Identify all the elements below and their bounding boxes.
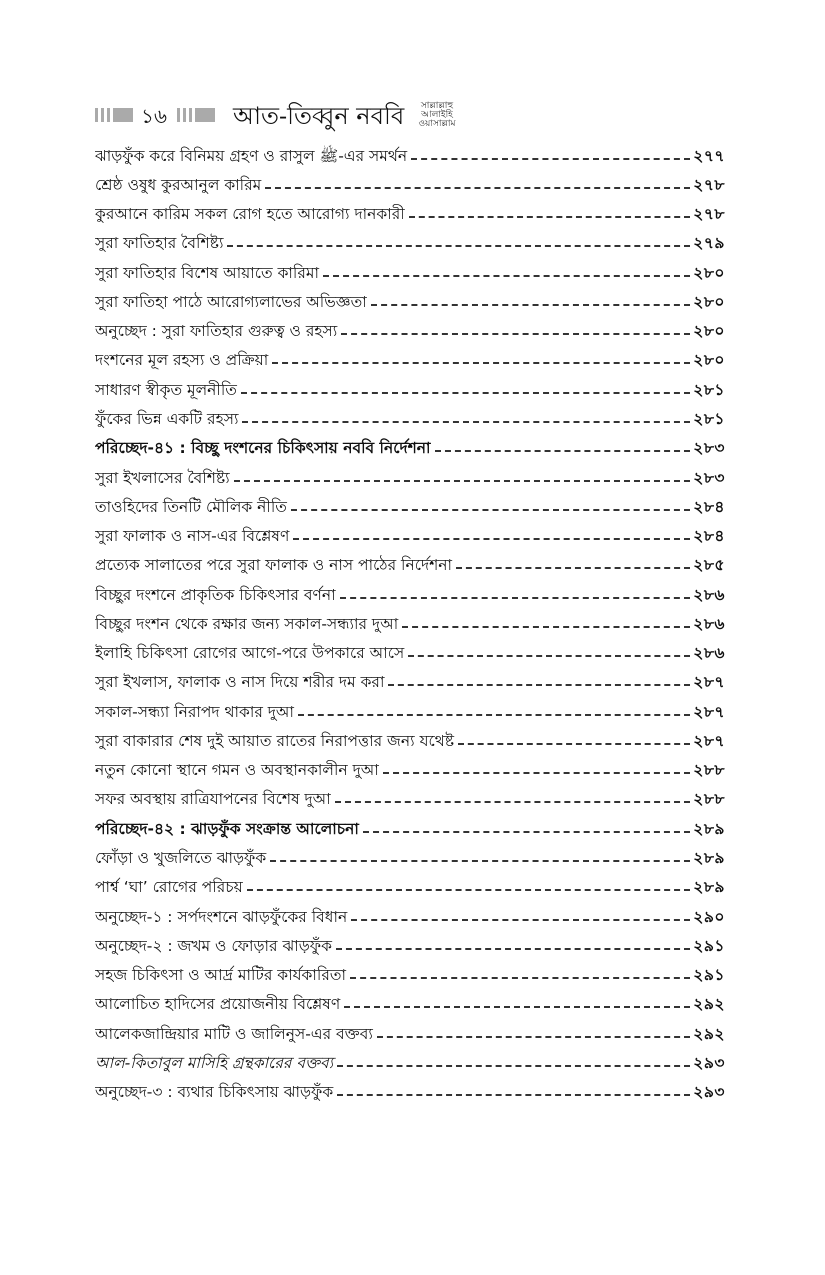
toc-entry-page: ২৮৯	[693, 819, 725, 838]
toc-entry-title: তাওহিদের তিনটি মৌলিক নীতি	[95, 497, 287, 516]
toc-entry-title: পার্শ্ব ‘ঘা’ রোগের পরিচয়	[95, 878, 243, 897]
dot-leader	[458, 743, 690, 745]
header-decoration-right	[177, 108, 218, 122]
toc-entry-page: ২৮৪	[693, 497, 725, 516]
toc-entry-title: সুরা বাকারার শেষ দুই আয়াত রাতের নিরাপত্তার জন্য যথেষ্ট	[95, 731, 455, 750]
toc-entry-page: ২৮৯	[693, 878, 725, 897]
toc-entry-page: ২৭৮	[693, 205, 725, 224]
toc-entry-title: অনুচ্ছেদ-২ : জখম ও ফোড়ার ঝাড়ফুঁক	[95, 936, 332, 955]
toc-entry	[95, 932, 725, 961]
toc-entry	[95, 727, 725, 756]
dot-leader	[293, 538, 690, 540]
toc-entry-title: পরিচ্ছেদ-৪২ : ঝাড়ফুঁক সংক্রান্ত আলোচনা	[95, 819, 359, 838]
toc-entry-page: ২৯৩	[693, 1053, 725, 1072]
toc-entry-page: ২৮১	[693, 380, 725, 399]
toc-chapter-entry	[95, 815, 725, 844]
honorific-line: আলাইহি	[421, 110, 453, 120]
dot-leader	[337, 1094, 690, 1096]
toc-entry	[95, 288, 725, 317]
toc-entry-page: ২৮৭	[693, 731, 725, 750]
dot-leader	[265, 187, 690, 189]
dot-leader	[298, 714, 690, 716]
dot-leader	[270, 860, 690, 862]
header-decoration-left	[95, 108, 136, 122]
toc-entry	[95, 874, 725, 903]
toc-entry	[95, 961, 725, 990]
page-number: ১৬	[141, 104, 167, 128]
toc-entry	[95, 493, 725, 522]
toc-entry-title: পরিচ্ছেদ-৪১ : বিচ্ছু দংশনের চিকিৎসায় নববি নির্দেশনা	[95, 439, 431, 458]
toc-entry	[95, 844, 725, 873]
toc-entry-title: বিচ্ছুর দংশন থেকে রক্ষার জন্য সকাল-সন্ধ্যার দুআ	[95, 614, 399, 633]
toc-entry-title: দংশনের মূল রহস্য ও প্রক্রিয়া	[95, 351, 269, 370]
toc-entry	[95, 552, 725, 581]
toc-entry	[95, 142, 725, 171]
toc-entry-page: ২৮১	[693, 410, 725, 429]
toc-entry-title: সুরা ফাতিহার বৈশিষ্ট্য	[95, 234, 224, 253]
toc-entry	[95, 1049, 725, 1078]
dot-leader	[351, 919, 690, 921]
toc-entry-page: ২৮৬	[693, 644, 725, 663]
dot-leader	[336, 948, 690, 950]
toc-entry-title: সুরা ফাতিহা পাঠে আরোগ্যলাভের অভিজ্ঞতা	[95, 292, 367, 311]
toc-entry-page: ২৮০	[693, 322, 725, 341]
toc-chapter-entry	[95, 435, 725, 464]
toc-entry-title: ইলাহি চিকিৎসা রোগের আগে-পরে উপকারে আসে	[95, 644, 405, 663]
dot-leader	[241, 392, 690, 394]
toc-entry-page: ২৮৪	[693, 527, 725, 546]
toc-entry-title: ফুঁকের ভিন্ন একটি রহস্য	[95, 410, 239, 429]
toc-entry-title: অনুচ্ছেদ : সুরা ফাতিহার গুরুত্ব ও রহস্য	[95, 322, 338, 341]
dot-leader	[402, 626, 690, 628]
toc-entry-title: নতুন কোনো স্থানে গমন ও অবস্থানকালীন দুআ	[95, 761, 379, 780]
toc-entry-page: ২৯২	[693, 1024, 725, 1043]
toc-entry-title: সফর অবস্থায় রাত্রিযাপনের বিশেষ দুআ	[95, 790, 331, 809]
dot-leader	[337, 1065, 690, 1067]
toc-entry	[95, 230, 725, 259]
toc-entry-title: ঝাড়ফুঁক করে বিনিময় গ্রহণ ও রাসুল ﷺ-এর সমর্থন	[95, 146, 408, 165]
dot-leader	[363, 831, 690, 833]
dot-leader	[383, 772, 690, 774]
toc-entry-page: ২৮৮	[693, 761, 725, 780]
toc-entry	[95, 318, 725, 347]
toc-entry	[95, 1079, 725, 1108]
toc-entry	[95, 405, 725, 434]
toc-entry	[95, 786, 725, 815]
dot-leader	[242, 421, 690, 423]
toc-entry	[95, 991, 725, 1020]
toc-entry-title: কুরআনে কারিম সকল রোগ হতে আরোগ্য দানকারী	[95, 205, 405, 224]
toc-entry	[95, 522, 725, 551]
toc-entry	[95, 347, 725, 376]
dot-leader	[335, 801, 691, 803]
honorific-line: ওয়াসাল্লাম	[418, 119, 456, 129]
toc-entry-title: সকাল-সন্ধ্যা নিরাপদ থাকার দুআ	[95, 702, 294, 721]
dot-leader	[234, 480, 691, 482]
toc-entry-page: ২৯৩	[693, 1083, 725, 1102]
toc-entry-title: সহজ চিকিৎসা ও আর্দ্র মাটির কার্যকারিতা	[95, 966, 346, 985]
toc-entry-page: ২৮০	[693, 292, 725, 311]
toc-entry-title: আল-কিতাবুল মাসিহি গ্রন্থকারের বক্তব্য	[95, 1053, 334, 1072]
dot-leader	[408, 655, 690, 657]
toc-entry	[95, 610, 725, 639]
toc-entry-title: অনুচ্ছেদ-৩ : ব্যথার চিকিৎসায় ঝাড়ফুঁক	[95, 1083, 334, 1102]
toc-entry-page: ২৮৭	[693, 673, 725, 692]
running-header	[95, 96, 735, 136]
dot-leader	[247, 889, 691, 891]
table-of-contents	[95, 142, 725, 1108]
toc-entry	[95, 1020, 725, 1049]
toc-entry-page: ২৭৯	[693, 234, 725, 253]
toc-entry-page: ২৯১	[693, 966, 725, 985]
toc-entry-page: ২৮৩	[693, 468, 725, 487]
toc-entry-title: সুরা ফাতিহার বিশেষ আয়াতে কারিমা	[95, 263, 319, 282]
dot-leader	[227, 245, 690, 247]
toc-entry-page: ২৮৩	[693, 439, 725, 458]
toc-entry-title: সুরা ইখলাস, ফালাক ও নাস দিয়ে শরীর দম করা	[95, 673, 385, 692]
toc-entry-page: ২৯১	[693, 936, 725, 955]
toc-entry	[95, 201, 725, 230]
toc-entry-page: ২৮৭	[693, 702, 725, 721]
toc-entry	[95, 757, 725, 786]
toc-entry	[95, 669, 725, 698]
toc-entry-page: ২৮৬	[693, 614, 725, 633]
toc-entry	[95, 259, 725, 288]
dot-leader	[323, 275, 690, 277]
dot-leader	[350, 977, 690, 979]
toc-entry-title: সুরা ইখলাসের বৈশিষ্ট্য	[95, 468, 230, 487]
book-title: আত-তিব্বুন নববি	[233, 102, 405, 130]
dot-leader	[291, 509, 690, 511]
toc-entry-page: ২৮৮	[693, 790, 725, 809]
dot-leader	[341, 333, 690, 335]
toc-entry	[95, 698, 725, 727]
dot-leader	[340, 597, 691, 599]
toc-entry	[95, 903, 725, 932]
toc-entry	[95, 171, 725, 200]
toc-entry-title: আলেকজান্দ্রিয়ার মাটি ও জালিনুস-এর বক্তব্য	[95, 1024, 373, 1043]
toc-entry-title: প্রত্যেক সালাতের পরে সুরা ফালাক ও নাস পাঠের নির্দেশনা	[95, 556, 453, 575]
toc-entry-title: বিচ্ছুর দংশনে প্রাকৃতিক চিকিৎসার বর্ণনা	[95, 585, 336, 604]
dot-leader	[388, 684, 690, 686]
dot-leader	[377, 1036, 690, 1038]
toc-entry-title: অনুচ্ছেদ-১ : সর্পদংশনে ঝাড়ফুঁকের বিধান	[95, 907, 348, 926]
toc-entry	[95, 640, 725, 669]
toc-entry-page: ২৮৬	[693, 585, 725, 604]
toc-entry	[95, 464, 725, 493]
toc-entry-page: ২৯০	[693, 907, 725, 926]
dot-leader	[272, 362, 690, 364]
toc-entry-page: ২৮০	[693, 351, 725, 370]
toc-entry-title: সুরা ফালাক ও নাস-এর বিশ্লেষণ	[95, 527, 290, 546]
toc-entry	[95, 581, 725, 610]
toc-entry-page: ২৮০	[693, 263, 725, 282]
toc-entry-title: আলোচিত হাদিসের প্রয়োজনীয় বিশ্লেষণ	[95, 995, 341, 1014]
toc-entry-page: ২৮৫	[693, 556, 725, 575]
toc-entry-title: শ্রেষ্ঠ ওষুধ কুরআনুল কারিম	[95, 175, 262, 194]
dot-leader	[435, 450, 691, 452]
toc-entry-page: ২৮৯	[693, 849, 725, 867]
toc-entry-title: ফোঁড়া ও খুজলিতে ঝাড়ফুঁক	[95, 849, 267, 867]
dot-leader	[344, 1006, 690, 1008]
toc-entry-title: সাধারণ স্বীকৃত মূলনীতি	[95, 380, 237, 399]
toc-entry	[95, 376, 725, 405]
toc-entry-page: ২৭৭	[693, 146, 725, 165]
toc-entry-page: ২৭৮	[693, 175, 725, 194]
toc-entry-page: ২৯২	[693, 995, 725, 1014]
dot-leader	[409, 216, 691, 218]
dot-leader	[371, 304, 691, 306]
honorific-calligraphy	[415, 102, 459, 129]
honorific-line: সাল্লাল্লাহু	[420, 101, 454, 111]
dot-leader	[411, 158, 690, 160]
dot-leader	[456, 567, 690, 569]
